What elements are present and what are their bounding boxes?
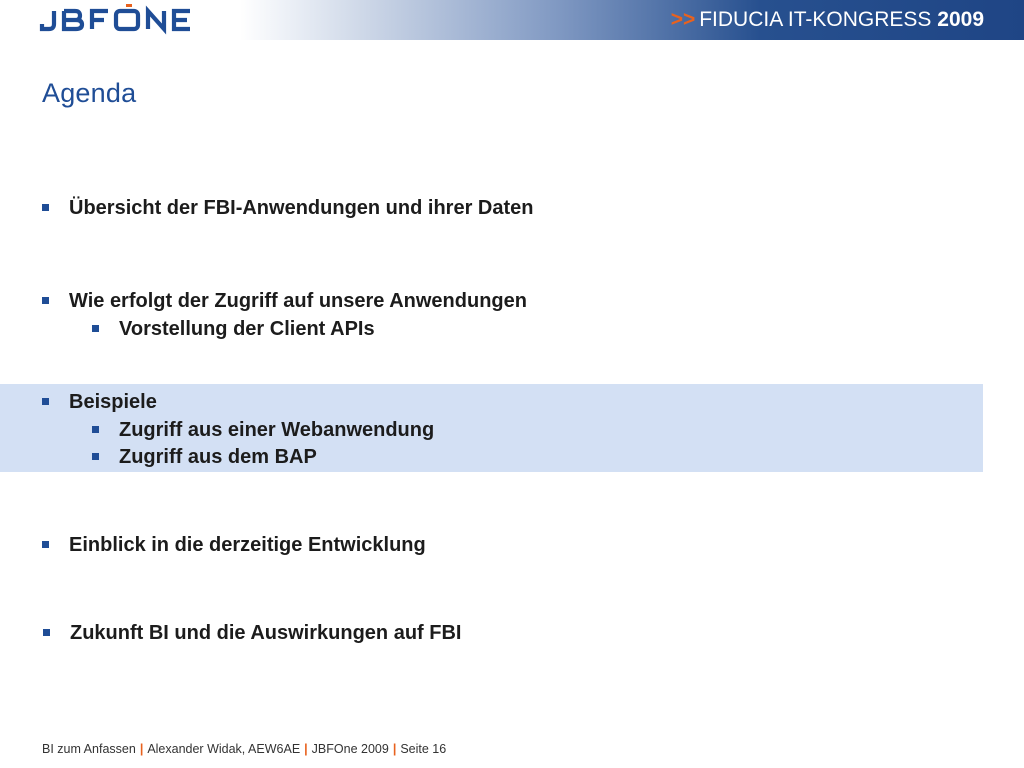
agenda-item-label: Einblick in die derzeitige Entwicklung	[69, 534, 426, 556]
agenda-item-label: Zukunft BI und die Auswirkungen auf FBI	[70, 622, 462, 644]
congress-name: FIDUCIA IT-KONGRESS	[699, 8, 932, 31]
slide-title: Agenda	[42, 78, 137, 108]
congress-year: 2009	[937, 8, 984, 31]
agenda-item-2	[69, 289, 527, 313]
agenda-item-label: Beispiele	[69, 391, 157, 413]
footer-author: Alexander Widak, AEW6AE	[147, 742, 301, 756]
agenda-item-label: Vorstellung der Client APIs	[119, 318, 375, 340]
footer-page-number: Seite 16	[400, 742, 447, 756]
footer-separator: |	[139, 742, 144, 756]
header-banner	[0, 0, 1024, 40]
bullet-icon	[92, 453, 99, 460]
congress-prefix: >>	[670, 8, 696, 31]
bullet-icon	[92, 426, 99, 433]
agenda-item-4	[69, 533, 426, 557]
footer-topic: BI zum Anfassen	[42, 742, 136, 756]
agenda-item-label: Wie erfolgt der Zugriff auf unsere Anwendungen	[69, 290, 527, 312]
footer-separator: |	[392, 742, 397, 756]
agenda-subitem-3-2	[119, 445, 317, 469]
footer	[42, 742, 446, 756]
jbfone-logo	[38, 2, 208, 36]
agenda-item-5	[70, 621, 461, 645]
bullet-icon	[42, 204, 49, 211]
agenda-item-1	[69, 196, 533, 220]
bullet-icon	[42, 541, 49, 548]
footer-event: JBFOne 2009	[311, 742, 389, 756]
bullet-icon	[43, 629, 50, 636]
bullet-icon	[92, 325, 99, 332]
agenda-subitem-3-1	[119, 418, 434, 442]
agenda-item-label: Übersicht der FBI-Anwendungen und ihrer Daten	[69, 197, 534, 219]
agenda-item-3	[69, 390, 157, 414]
agenda-item-label: Zugriff aus dem BAP	[119, 446, 317, 468]
footer-separator: |	[304, 742, 308, 756]
agenda-subitem-2-1	[119, 317, 375, 341]
bullet-icon	[42, 398, 49, 405]
congress-title	[671, 6, 984, 34]
bullet-icon	[42, 297, 49, 304]
agenda-item-label: Zugriff aus einer Webanwendung	[119, 419, 435, 441]
